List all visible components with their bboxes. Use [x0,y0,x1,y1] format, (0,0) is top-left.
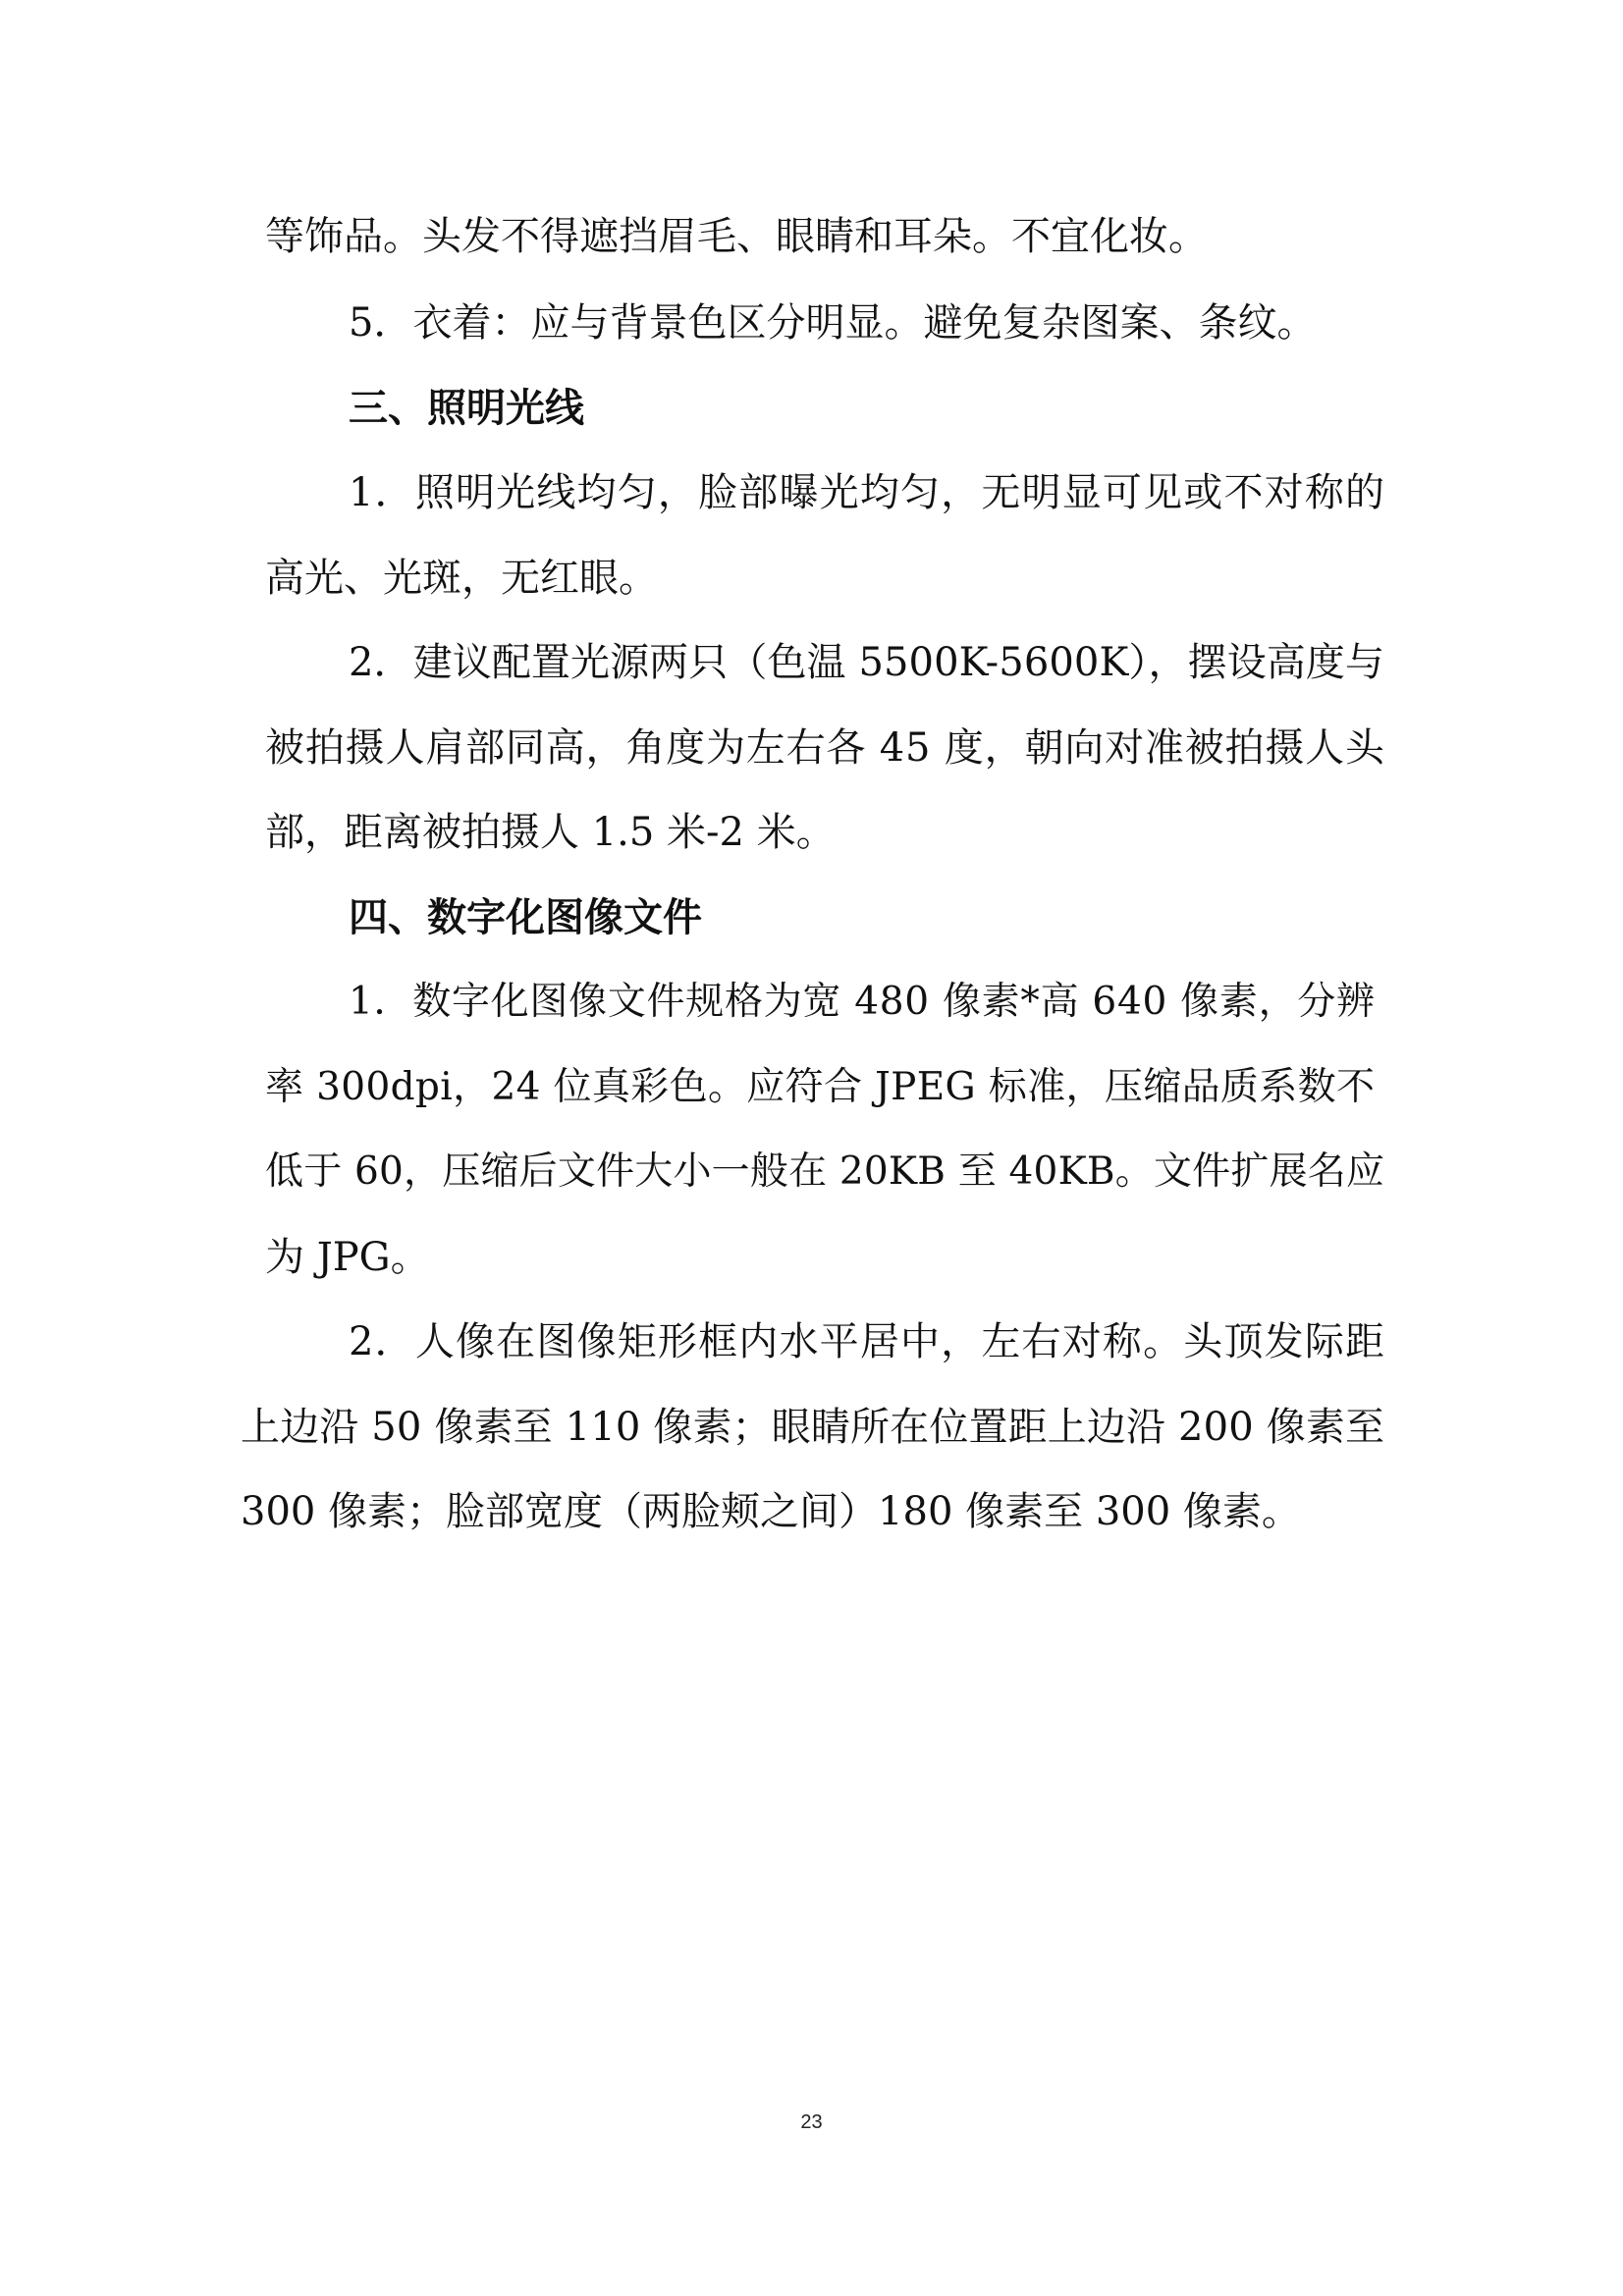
paragraph-line: 2．建议配置光源两只（色温 5500K-5600K），摆设高度与 [349,640,1385,685]
paragraph-line: 高光、光斑，无红眼。 [265,556,658,601]
paragraph-line: 300 像素；脸部宽度（两脸颊之间）180 像素至 300 像素。 [241,1489,1301,1534]
paragraph-line: 被拍摄人肩部同高，角度为左右各 45 度，朝向对准被拍摄人头 [265,725,1385,771]
paragraph-line: 低于 60，压缩后文件大小一般在 20KB 至 40KB。文件扩展名应 [265,1149,1385,1194]
paragraph-line: 2．人像在图像矩形框内水平居中，左右对称。头顶发际距 [349,1319,1386,1364]
paragraph-line: 上边沿 50 像素至 110 像素；眼睛所在位置距上边沿 200 像素至 [241,1405,1385,1450]
page-number: 23 [800,2111,823,2133]
paragraph-line: 为 JPG。 [265,1235,430,1280]
paragraph-line: 等饰品。头发不得遮挡眉毛、眼睛和耳朵。不宜化妆。 [265,214,1208,259]
section-heading: 三、照明光线 [349,386,584,431]
paragraph-line: 1．数字化图像文件规格为宽 480 像素*高 640 像素，分辨 [349,980,1376,1024]
section-heading: 四、数字化图像文件 [349,895,702,940]
paragraph-line: 率 300dpi，24 位真彩色。应符合 JPEG 标准，压缩品质系数不 [265,1065,1376,1109]
paragraph-line: 部，距离被拍摄人 1.5 米-2 米。 [265,810,836,855]
paragraph-line: 1．照明光线均匀，脸部曝光均匀，无明显可见或不对称的 [349,470,1386,515]
paragraph-line: 5．衣着：应与背景色区分明显。避免复杂图案、条纹。 [349,300,1317,346]
